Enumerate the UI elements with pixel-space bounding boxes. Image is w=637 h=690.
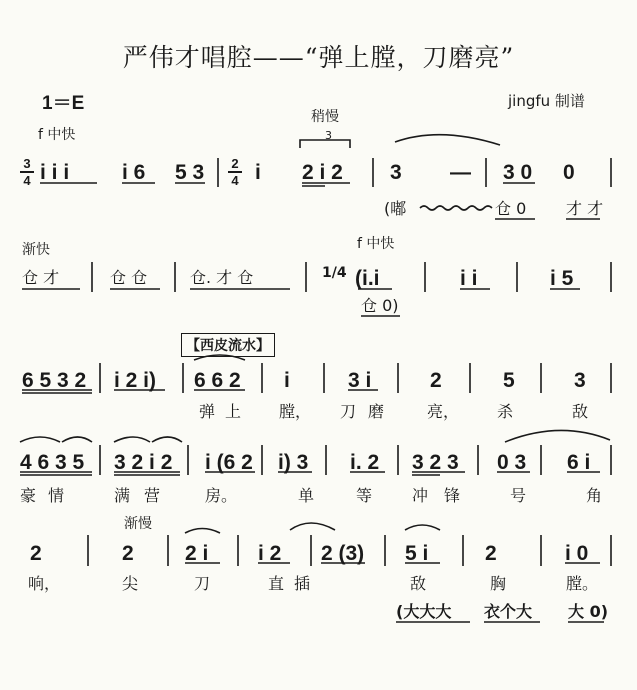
note-group: i <box>255 161 261 184</box>
note-group: 2 i 2 <box>302 161 343 184</box>
note-group: 5 3 <box>175 161 205 184</box>
percussion-text: 仓 0 <box>495 199 527 218</box>
note-group: 3 <box>390 161 402 184</box>
lyric: 单 <box>298 486 315 505</box>
percussion-text: (大大大 <box>396 602 452 621</box>
lyric: 角 <box>586 486 603 505</box>
note-group: i 0 <box>565 542 589 565</box>
note-group: 2 <box>430 369 442 392</box>
note-group: 3 2 3 <box>412 451 459 474</box>
note-group: 5 <box>503 369 515 392</box>
lyric: 等 <box>356 486 373 505</box>
note-group: i i <box>460 267 478 290</box>
percussion-text: 才 才 <box>566 199 604 218</box>
dynamic-tempo-mark-2: f 中快 <box>357 236 395 252</box>
note-group: i. 2 <box>350 451 380 474</box>
percussion-text: 大 0) <box>568 602 609 621</box>
note-group: i) 3 <box>278 451 309 474</box>
note-group: 3 2 i 2 <box>114 451 173 474</box>
lyric: 号 <box>510 486 527 505</box>
percussion-text: 仓 才 <box>22 268 60 287</box>
note-group: 3 <box>574 369 586 392</box>
note-group: 5 i <box>405 542 429 565</box>
lyric: 敌 <box>572 402 589 421</box>
time-signature-3-4: 3 4 <box>20 157 34 187</box>
time-signature-1-4: 1/4 <box>322 265 347 281</box>
note-group: i 2 <box>258 542 282 565</box>
lyric: 响， <box>28 574 61 593</box>
lyric: 冲锋 <box>412 486 477 505</box>
percussion-text: 衣个大 <box>484 602 533 621</box>
percussion-text: 仓. 才 仓 <box>190 268 254 287</box>
note-group: 2 (3) <box>321 542 365 565</box>
note-group: 2 <box>485 542 497 565</box>
note-group: — <box>450 161 471 184</box>
triplet-mark: 3 <box>325 129 332 142</box>
tempo-gradually-slow: 渐慢 <box>124 516 152 532</box>
time-signature-2-4: 2 4 <box>228 157 242 187</box>
dynamic-tempo-mark: f 中快 <box>38 127 76 143</box>
lyric: 胸 <box>490 574 507 593</box>
lyric: 尖 <box>122 574 139 593</box>
note-group: 2 i <box>185 542 209 565</box>
note-group: i 6 <box>122 161 146 184</box>
percussion-text: 仓 0) <box>361 296 399 315</box>
note-group: 4 6 3 5 <box>20 451 85 474</box>
lyric: 豪情 <box>20 486 77 505</box>
section-label: 【西皮流水】 <box>181 333 275 357</box>
lyric: 杀 <box>497 402 514 421</box>
lyric: 弹上 <box>199 402 252 421</box>
score-title: 严伟才唱腔——“弹上膛，刀磨亮” <box>122 43 515 72</box>
tempo-gradually-fast: 渐快 <box>22 242 50 258</box>
lyric: 亮， <box>427 402 460 421</box>
note-group: (i.i <box>355 267 380 290</box>
tempo-slightly-slow: 稍慢 <box>311 109 339 125</box>
transcriber-credit: jingfu 制谱 <box>508 92 585 110</box>
key-signature: 1＝E <box>42 93 85 114</box>
lyric: 敌 <box>410 574 427 593</box>
note-group: i 2 i) <box>114 369 157 392</box>
lyric: 刀 <box>194 574 211 593</box>
note-group: 2 <box>30 542 42 565</box>
note-group: 0 3 <box>497 451 527 474</box>
percussion-text: 仓 仓 <box>110 268 148 287</box>
percussion-text: (嘟 <box>384 199 407 218</box>
note-group: 3 0 <box>503 161 533 184</box>
lyric: 直插 <box>268 574 321 593</box>
note-group: 0 <box>563 161 575 184</box>
note-group: 6 6 2 <box>194 369 241 392</box>
note-group: i (6 2 <box>205 451 253 474</box>
note-group: 2 <box>122 542 134 565</box>
note-group: i 5 <box>550 267 574 290</box>
note-group: i <box>284 369 290 392</box>
note-group: 3 i <box>348 369 372 392</box>
lyric: 房。 <box>205 486 238 505</box>
lyric: 刀磨 <box>340 402 397 421</box>
note-group: 6 5 3 2 <box>22 369 87 392</box>
lyric: 膛， <box>279 402 312 421</box>
note-group: i i i <box>40 161 70 184</box>
lyric: 满营 <box>114 486 175 505</box>
note-group: 6 i <box>567 451 591 474</box>
lyric: 膛。 <box>566 574 599 593</box>
